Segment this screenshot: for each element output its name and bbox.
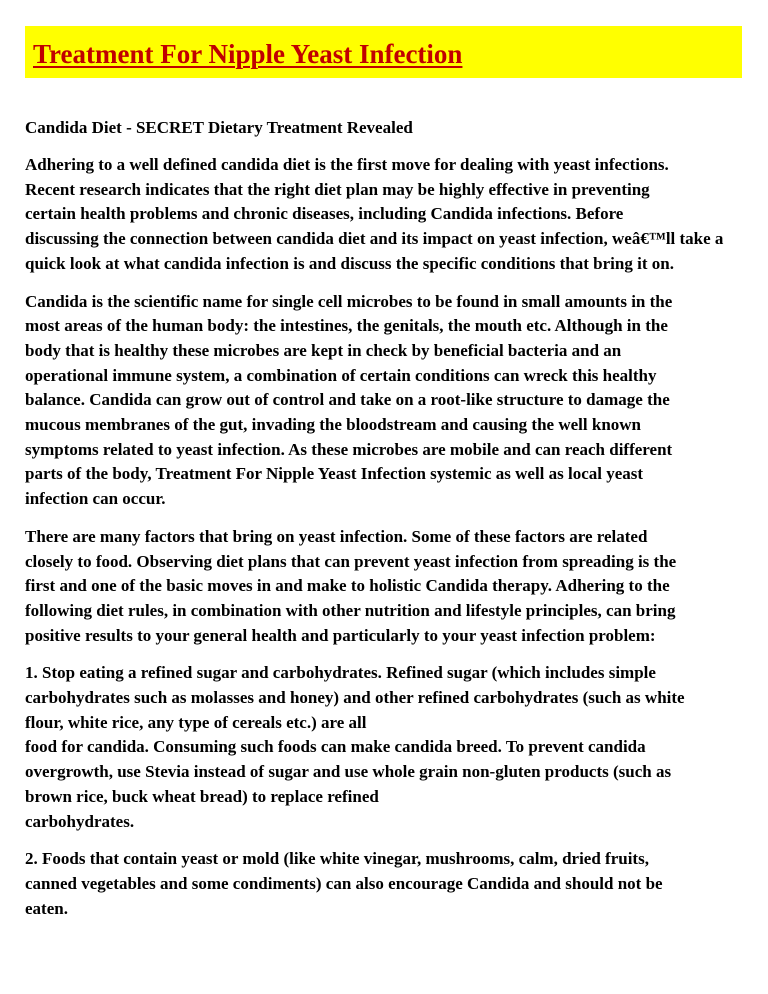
text-line: quick look at what candida infection is and discuss the specific conditions that bring it on. [25, 253, 674, 273]
title-banner [25, 26, 742, 78]
text-line: overgrowth, use Stevia instead of sugar and use whole grain non-gluten products (such as [25, 762, 672, 782]
text-line: certain health problems and chronic diseases, including Candida infections. Before [25, 204, 624, 224]
text-line: discussing the connection between candida diet and its impact on yeast infection, weâ€™ll take a [25, 229, 724, 249]
text-line: parts of the body, Treatment For Nipple Yeast Infection systemic as well as local yeast [25, 464, 644, 484]
text-line: balance. Candida can grow out of control and take on a root-like structure to damage the [25, 390, 670, 410]
text-line: flour, white rice, any type of cereals etc.) are all [25, 712, 367, 732]
text-line: carbohydrates. [25, 811, 135, 831]
paragraph-rule-1 [25, 661, 767, 834]
text-line: 2. Foods that contain yeast or mold (like white vinegar, mushrooms, calm, dried fruits, [25, 849, 649, 869]
paragraph-candida [25, 290, 767, 512]
text-line: eaten. [25, 898, 68, 918]
text-line: infection can occur. [25, 489, 166, 509]
text-line: positive results to your general health and particularly to your yeast infection problem: [25, 625, 656, 645]
document-title: Treatment For Nipple Yeast Infection [33, 39, 463, 69]
text-line: mucous membranes of the gut, invading the bloodstream and causing the well known [25, 415, 642, 435]
text-line: 1. Stop eating a refined sugar and carbohydrates. Refined sugar (which includes simple [25, 663, 656, 683]
document-subheading: Candida Diet - SECRET Dietary Treatment Revealed [25, 118, 413, 137]
text-line: body that is healthy these microbes are kept in check by beneficial bacteria and an [25, 340, 622, 360]
text-line: food for candida. Consuming such foods can make candida breed. To prevent candida [25, 737, 646, 757]
text-line: following diet rules, in combination with other nutrition and lifestyle principles, can bring [25, 600, 676, 620]
text-line: symptoms related to yeast infection. As these microbes are mobile and can reach different [25, 439, 673, 459]
text-line: first and one of the basic moves in and make to holistic Candida therapy. Adhering to the [25, 576, 670, 596]
text-line: brown rice, buck wheat bread) to replace refined [25, 786, 379, 806]
paragraph-factors [25, 525, 767, 649]
text-line: closely to food. Observing diet plans that can prevent yeast infection from spreading is the [25, 551, 677, 571]
paragraph-rule-2 [25, 847, 767, 921]
text-line: carbohydrates such as molasses and honey) and other refined carbohydrates (such as white [25, 688, 685, 708]
paragraph-intro [25, 153, 767, 277]
text-line: Adhering to a well defined candida diet is the first move for dealing with yeast infections. [25, 155, 669, 174]
text-line: There are many factors that bring on yeast infection. Some of these factors are related [25, 526, 648, 546]
document-page [25, 26, 767, 921]
text-line: Candida is the scientific name for single cell microbes to be found in small amounts in the [25, 291, 673, 311]
text-line: Recent research indicates that the right diet plan may be highly effective in preventing [25, 179, 650, 199]
text-line: operational immune system, a combination of certain conditions can wreck this healthy [25, 365, 657, 385]
text-line: canned vegetables and some condiments) can also encourage Candida and should not be [25, 873, 663, 893]
text-line: most areas of the human body: the intestines, the genitals, the mouth etc. Although in the [25, 316, 668, 336]
